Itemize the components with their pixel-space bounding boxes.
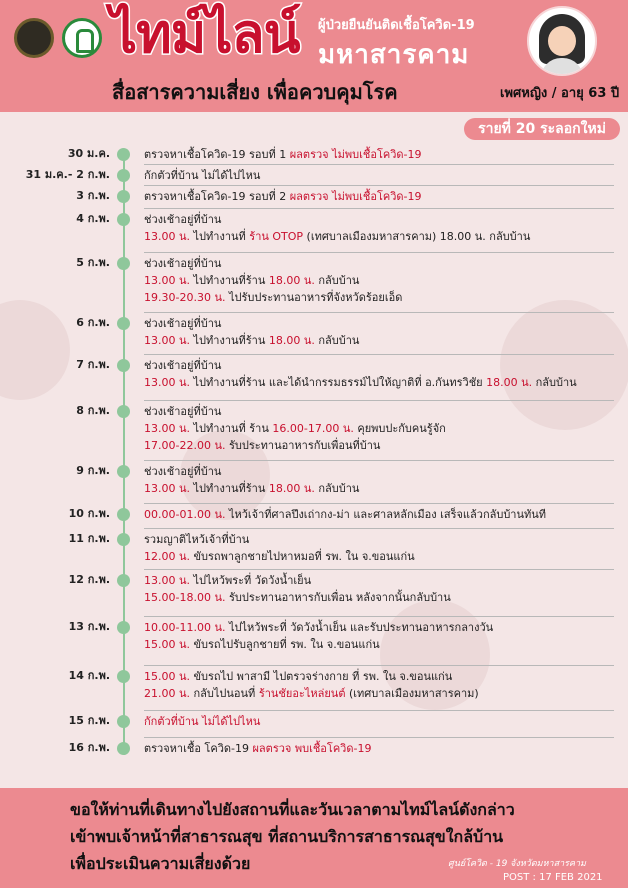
- highlight-text: 15.00 น.: [144, 670, 191, 683]
- entry-line: [144, 420, 446, 437]
- highlight-text: 00.00-01.00 น.: [144, 508, 226, 521]
- detail-text: ตรวจหาเชื้อโควิด-19 รอบที่ 2: [144, 190, 290, 203]
- highlight-text: 13.00 น.: [144, 334, 191, 347]
- footer-line: เข้าพบเจ้าหน้าที่สาธารณสุข ที่สถานบริการสาธารณสุขใกล้บ้าน: [70, 827, 504, 846]
- entry-date: 16 ก.พ.: [68, 741, 110, 754]
- timeline-dot-icon: [117, 670, 130, 683]
- detail-text: ตรวจหาเชื้อ โควิด-19: [144, 742, 253, 755]
- highlight-text: 18.00 น.: [268, 482, 315, 495]
- highlight-text: ร้านชัยอะไหล่ยนต์: [258, 687, 346, 700]
- entry-line: [144, 740, 371, 757]
- detail-text: ไปไหว้พระที่ วัดวังน้ำเย็น และรับประทานอาหารกลางวัน: [225, 621, 494, 634]
- detail-text: (เทศบาลเมืองมหาสารคาม): [345, 687, 479, 700]
- patient-info: เพศหญิง / อายุ 63 ปี: [500, 86, 620, 101]
- entry-details: [144, 167, 260, 184]
- entry-divider: [144, 710, 614, 711]
- highlight-text: กักตัวที่บ้าน ไม่ได้ไปไหน: [144, 715, 261, 728]
- detail-text: ขับรถไปรับลูกชายที่ รพ. ใน จ.ขอนแก่น: [190, 638, 380, 651]
- highlight-text: 21.00 น.: [144, 687, 191, 700]
- entry-divider: [144, 354, 614, 355]
- entry-details: [144, 315, 359, 349]
- highlight-text: 13.00 น.: [144, 422, 191, 435]
- footer-line: เพื่อประเมินความเสี่ยงด้วย: [70, 854, 251, 873]
- timeline-axis: [123, 150, 125, 752]
- entry-details: [144, 403, 446, 454]
- detail-text: กลับบ้าน: [314, 334, 360, 347]
- entry-line: [144, 211, 530, 228]
- entry-line: [144, 437, 446, 454]
- highlight-text: 10.00-11.00 น.: [144, 621, 226, 634]
- entry-details: [144, 255, 402, 306]
- highlight-text: 13.00 น.: [144, 574, 191, 587]
- timeline-dot-icon: [117, 317, 130, 330]
- entry-date: 10 ก.พ.: [68, 507, 110, 520]
- entry-line: [144, 685, 479, 702]
- entry-divider: [144, 460, 614, 461]
- entry-line: [144, 374, 577, 391]
- entry-line: [144, 332, 359, 349]
- timeline-dot-icon: [117, 190, 130, 203]
- detail-text: รวมญาติไหว้เจ้าที่บ้าน: [144, 533, 250, 546]
- entry-line: [144, 167, 260, 184]
- detail-text: ขับรถพาลูกชายไปหาหมอที่ รพ. ใน จ.ขอนแก่น: [190, 550, 415, 563]
- detail-text: ช่วงเช้าอยู่ที่บ้าน: [144, 359, 222, 372]
- detail-text: ไปทำงานที่ร้าน: [190, 274, 269, 287]
- entry-details: [144, 211, 530, 245]
- post-date: POST : 17 FEB 2021: [503, 872, 603, 883]
- entry-date: 3 ก.พ.: [76, 189, 110, 202]
- entry-line: [144, 146, 422, 163]
- entry-date: 30 ม.ค.: [67, 147, 110, 160]
- entry-details: [144, 713, 260, 730]
- highlight-text: 15.00 น.: [144, 638, 191, 651]
- entry-details: [144, 572, 451, 606]
- highlight-text: 19.30-20.30 น.: [144, 291, 226, 304]
- entry-divider: [144, 208, 614, 209]
- timeline-dot-icon: [117, 359, 130, 372]
- entry-divider: [144, 616, 614, 617]
- entry-details: [144, 357, 577, 391]
- highlight-text: 15.00-18.00 น.: [144, 591, 226, 604]
- timeline-dot-icon: [117, 508, 130, 521]
- detail-text: ช่วงเช้าอยู่ที่บ้าน: [144, 257, 222, 270]
- entry-line: [144, 668, 479, 685]
- entry-line: [144, 572, 451, 589]
- entry-divider: [144, 569, 614, 570]
- entry-line: [144, 403, 446, 420]
- entry-divider: [144, 503, 614, 504]
- detail-text: ไปไหว้พระที่ วัดวังน้ำเย็น: [190, 574, 312, 587]
- entry-details: [144, 619, 493, 653]
- entry-date: 31 ม.ค.- 2 ก.พ.: [25, 168, 110, 181]
- timeline-dot-icon: [117, 574, 130, 587]
- detail-text: ไปทำงานที่ ร้าน: [190, 422, 273, 435]
- highlight-text: ผลตรวจ ไม่พบเชื้อโควิด-19: [289, 190, 422, 203]
- timeline-dot-icon: [117, 621, 130, 634]
- entry-divider: [144, 737, 614, 738]
- entry-date: 6 ก.พ.: [76, 316, 110, 329]
- highlight-text: 13.00 น.: [144, 482, 191, 495]
- highlight-text: 13.00 น.: [144, 230, 191, 243]
- detail-text: ไหว้เจ้าที่ศาลปึงเถ่ากง-ม่า และศาลหลักเมือง เสร็จแล้วกลับบ้านทันที: [225, 508, 547, 521]
- entry-line: [144, 315, 359, 332]
- highlight-text: 18.00 น.: [268, 274, 315, 287]
- logo-group: [14, 18, 102, 58]
- entry-line: [144, 619, 493, 636]
- detail-text: ช่วงเช้าอยู่ที่บ้าน: [144, 317, 222, 330]
- entry-date: 7 ก.พ.: [76, 358, 110, 371]
- detail-text: ช่วงเช้าอยู่ที่บ้าน: [144, 213, 222, 226]
- highlight-text: ร้าน OTOP: [249, 230, 304, 243]
- timeline-dot-icon: [117, 257, 130, 270]
- entry-line: [144, 228, 530, 245]
- entry-line: [144, 272, 402, 289]
- detail-text: รับประทานอาหารกับเพื่อน หลังจากนั้นกลับบ้าน: [225, 591, 451, 604]
- entry-line: [144, 589, 451, 606]
- highlight-text: 18.00 น.: [486, 376, 533, 389]
- timeline-dot-icon: [117, 405, 130, 418]
- footer-line: ขอให้ท่านที่เดินทางไปยังสถานที่และวันเวลาตามไทม์ไลน์ดังกล่าว: [70, 800, 515, 819]
- page-title: ไทม์ไลน์: [110, 2, 300, 65]
- entry-date: 4 ก.พ.: [76, 212, 110, 225]
- detail-text: กลับบ้าน: [314, 482, 360, 495]
- entry-date: 5 ก.พ.: [76, 256, 110, 269]
- entry-details: [144, 740, 371, 757]
- case-number-badge: รายที่ 20 ระลอกใหม่: [464, 118, 620, 140]
- timeline-dot-icon: [117, 465, 130, 478]
- timeline-dot-icon: [117, 148, 130, 161]
- detail-text: ช่วงเช้าอยู่ที่บ้าน: [144, 405, 222, 418]
- subtitle-province: มหาสารคาม: [318, 40, 470, 70]
- entry-divider: [144, 252, 614, 253]
- entry-line: [144, 480, 359, 497]
- entry-divider: [144, 528, 614, 529]
- detail-text: ไปรับประทานอาหารที่จังหวัดร้อยเอ็ด: [225, 291, 403, 304]
- detail-text: คุยพบปะกับคนรู้จัก: [353, 422, 446, 435]
- entry-divider: [144, 400, 614, 401]
- ministry-health-logo: [62, 18, 102, 58]
- highlight-text: 18.00 น.: [268, 334, 315, 347]
- detail-text: กลับบ้าน: [532, 376, 577, 389]
- detail-text: (เทศบาลเมืองมหาสารคาม) 18.00 น. กลับบ้าน: [303, 230, 531, 243]
- detail-text: กลับบ้าน: [314, 274, 360, 287]
- entry-date: 11 ก.พ.: [68, 532, 110, 545]
- highlight-text: ผลตรวจ ไม่พบเชื้อโควิด-19: [289, 148, 422, 161]
- entry-details: [144, 668, 479, 702]
- highlight-text: 17.00-22.00 น.: [144, 439, 226, 452]
- entry-divider: [144, 312, 614, 313]
- entry-line: [144, 713, 260, 730]
- timeline-dot-icon: [117, 533, 130, 546]
- detail-text: กักตัวที่บ้าน ไม่ได้ไปไหน: [144, 169, 261, 182]
- entry-details: [144, 146, 422, 163]
- tagline: สื่อสารความเสี่ยง เพื่อควบคุมโรค: [112, 80, 398, 104]
- detail-text: ไปทำงานที่ร้าน: [190, 482, 269, 495]
- entry-details: [144, 531, 415, 565]
- entry-line: [144, 636, 493, 653]
- entry-date: 14 ก.พ.: [68, 669, 110, 682]
- entry-date: 9 ก.พ.: [76, 464, 110, 477]
- patient-avatar-icon: [527, 6, 597, 76]
- subtitle-top: ผู้ป่วยยืนยันติดเชื้อโควิด-19: [318, 18, 475, 33]
- entry-details: [144, 463, 359, 497]
- entry-line: [144, 463, 359, 480]
- detail-text: ไปทำงานที่ร้าน: [190, 334, 269, 347]
- detail-text: ไปทำงานที่ร้าน และได้นำกรรมธรรม์ไปให้ญาติที่ อ.กันทรวิชัย: [190, 376, 487, 389]
- detail-text: ตรวจหาเชื้อโควิด-19 รอบที่ 1: [144, 148, 290, 161]
- entry-date: 13 ก.พ.: [68, 620, 110, 633]
- entry-line: [144, 357, 577, 374]
- entry-line: [144, 506, 546, 523]
- entry-details: [144, 188, 422, 205]
- entry-line: [144, 188, 422, 205]
- detail-text: ขับรถไป พาสามี ไปตรวจร่างกาย ที่ รพ. ใน จ.ขอนแก่น: [190, 670, 453, 683]
- highlight-text: 12.00 น.: [144, 550, 191, 563]
- detail-text: ช่วงเช้าอยู่ที่บ้าน: [144, 465, 222, 478]
- entry-divider: [144, 164, 614, 165]
- timeline-dot-icon: [117, 213, 130, 226]
- entry-line: [144, 289, 402, 306]
- timeline-dot-icon: [117, 715, 130, 728]
- timeline-dot-icon: [117, 169, 130, 182]
- detail-text: กลับไปนอนที่: [190, 687, 259, 700]
- highlight-text: 16.00-17.00 น.: [272, 422, 354, 435]
- entry-date: 8 ก.พ.: [76, 404, 110, 417]
- entry-line: [144, 255, 402, 272]
- entry-line: [144, 531, 415, 548]
- entry-details: [144, 506, 546, 523]
- entry-divider: [144, 665, 614, 666]
- entry-line: [144, 548, 415, 565]
- source-credit: ศูนย์โควิด - 19 จังหวัดมหาสารคาม: [448, 859, 586, 869]
- highlight-text: 13.00 น.: [144, 274, 191, 287]
- highlight-text: 13.00 น.: [144, 376, 191, 389]
- entry-date: 12 ก.พ.: [68, 573, 110, 586]
- entry-divider: [144, 185, 614, 186]
- highlight-text: ผลตรวจ พบเชื้อโควิด-19: [252, 742, 372, 755]
- provincial-seal-logo: [14, 18, 54, 58]
- entry-date: 15 ก.พ.: [68, 714, 110, 727]
- timeline-dot-icon: [117, 742, 130, 755]
- detail-text: ไปทำงานที่: [190, 230, 250, 243]
- detail-text: รับประทานอาหารกับเพื่อนที่บ้าน: [225, 439, 381, 452]
